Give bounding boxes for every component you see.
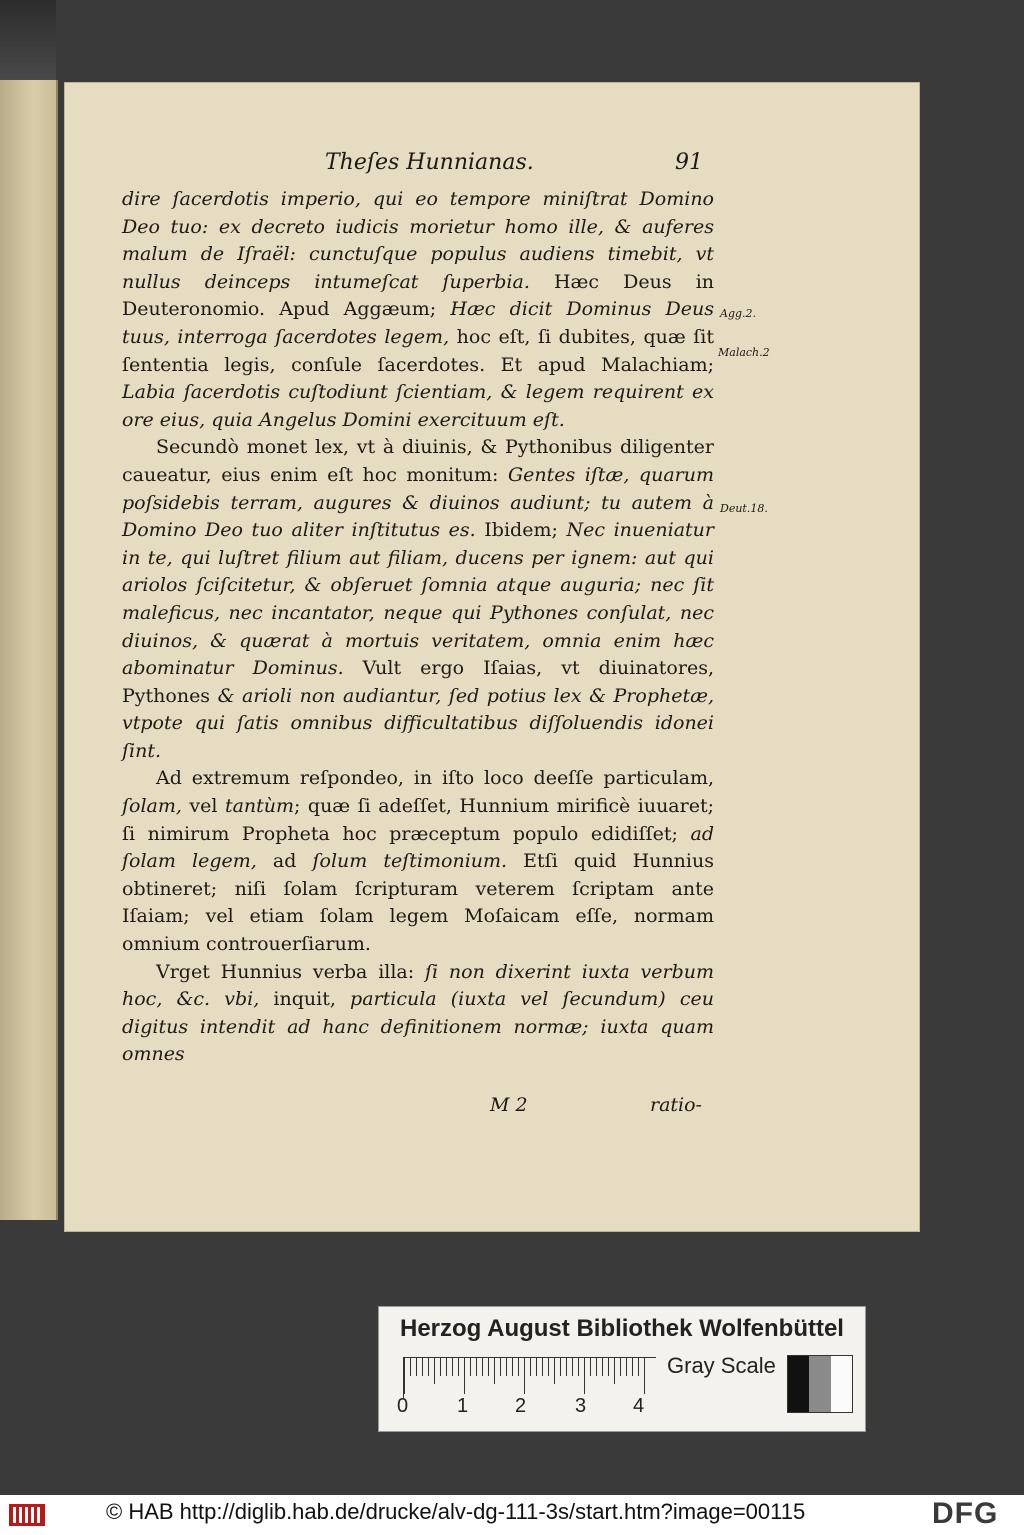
margin-note-agg: Agg.2. bbox=[720, 307, 757, 320]
italic-run: Hæc dicit Dominus Deus tuus, interroga ſacerdotes legem, bbox=[122, 298, 714, 348]
ruler-tick bbox=[638, 1358, 639, 1376]
ruler-tick bbox=[476, 1358, 477, 1376]
ruler-tick bbox=[554, 1358, 555, 1384]
paragraph bbox=[122, 765, 714, 958]
gray-scale-swatches bbox=[787, 1355, 853, 1413]
ruler-tick bbox=[584, 1358, 585, 1394]
italic-run: & arioli non audiantur, ſed potius lex & Prophetæ, vtpote qui ſatis omnibus difficultatibus diſſoluendis idonei ſint. bbox=[122, 684, 714, 762]
running-title: Theſes Hunnianas. bbox=[325, 150, 534, 175]
ruler-tick bbox=[452, 1358, 453, 1376]
ruler-tick bbox=[620, 1358, 621, 1376]
ruler-tick bbox=[608, 1358, 609, 1376]
dfg-logo: DFG bbox=[932, 1497, 999, 1530]
ruler-tick bbox=[482, 1358, 483, 1376]
ruler-tick bbox=[626, 1358, 627, 1376]
roman-run: Vult ergo Iſaias, vt diuinatores, Pythones bbox=[122, 657, 714, 707]
scale-number: 1 bbox=[457, 1395, 469, 1417]
page-number: 91 bbox=[675, 150, 703, 175]
ruler-tick bbox=[602, 1358, 603, 1376]
italic-run: particula (iuxta vel ſecundum) ceu digitus intendit ad hanc definitionem normæ; iuxta quam omnes bbox=[122, 988, 714, 1066]
roman-run: Ibidem; bbox=[475, 519, 567, 542]
roman-run: Vrget Hunnius verba illa: bbox=[156, 960, 425, 983]
italic-run: Labia ſacerdotis cuſtodiunt ſcientiam, & legem requirent ex ore eius, quia Angelus Domini exercituum eſt. bbox=[122, 381, 714, 431]
italic-run: tantùm bbox=[224, 795, 295, 818]
ruler-tick bbox=[524, 1358, 525, 1394]
roman-run: inquit, bbox=[259, 988, 351, 1011]
ruler-tick bbox=[596, 1358, 597, 1376]
ruler-tick bbox=[422, 1358, 423, 1376]
ruler-tick bbox=[470, 1358, 471, 1376]
swatch-gray bbox=[809, 1356, 830, 1412]
ruler-tick bbox=[416, 1358, 417, 1376]
catchword: ratio- bbox=[650, 1094, 702, 1116]
scale-number: 4 bbox=[633, 1395, 645, 1417]
italic-run: ſolam, bbox=[122, 795, 182, 818]
body-text bbox=[122, 186, 714, 1069]
italic-run: Gentes iſtæ, quarum poſsidebis terram, augures & diuinos audiunt; tu autem à Domino Deo tuo aliter inſtitutus es. bbox=[122, 463, 714, 542]
scale-ruler bbox=[403, 1357, 656, 1398]
margin-note-malach: Malach.2 bbox=[718, 346, 770, 359]
ruler-tick bbox=[548, 1358, 549, 1376]
roman-run: Etſi quid Hunnius obtineret; niſi ſolam ſcripturam veterem ſcriptam ante Iſaiam; vel etiam ſolam legem Moſaicam eſſe, normam omnium controuerſiarum. bbox=[122, 850, 714, 956]
ruler-tick bbox=[578, 1358, 579, 1376]
signature-mark: M 2 bbox=[490, 1094, 528, 1116]
roman-run: Ad extremum reſpondeo, in iſto loco deeſſe particulam, bbox=[156, 767, 714, 790]
roman-run: ; quæ ſi adeſſet, Hunnium mirificè iuuaret; ſi nimirum Propheta hoc præceptum populo edidiſſet; bbox=[122, 795, 714, 845]
ruler-tick bbox=[506, 1358, 507, 1376]
copyright-citation: © HAB http://diglib.hab.de/drucke/alv-dg-111-3s/start.htm?image=00115 bbox=[106, 1499, 806, 1524]
roman-run: ad bbox=[256, 850, 313, 873]
ruler-tick bbox=[410, 1358, 411, 1376]
ruler-tick bbox=[428, 1358, 429, 1376]
ruler-tick bbox=[542, 1358, 543, 1376]
ruler-tick bbox=[536, 1358, 537, 1376]
ruler-tick bbox=[500, 1358, 501, 1376]
running-head bbox=[325, 150, 725, 190]
scale-number: 0 bbox=[397, 1395, 409, 1417]
italic-run: dire ſacerdotis imperio, qui eo tempore miniſtrat Domino Deo tuo: ex decreto iudicis morietur homo ille, & auferes malum de Iſraël: cunctuſque populus audiens timebit, vt nullus deinceps intumeſcat ſuperbia. bbox=[122, 188, 714, 293]
ruler-tick bbox=[518, 1358, 519, 1376]
ruler-tick bbox=[488, 1358, 489, 1376]
italic-run: ſi non dixerint iuxta verbum hoc, &c. vbi, bbox=[122, 960, 714, 1011]
scale-numbers bbox=[397, 1395, 677, 1419]
ruler-tick bbox=[464, 1358, 465, 1394]
paragraph bbox=[122, 959, 714, 1069]
paragraph bbox=[122, 434, 714, 765]
ruler-tick bbox=[632, 1358, 633, 1376]
swatch-white bbox=[831, 1356, 852, 1412]
roman-run: Hæc Deus in Deuteronomio. Apud Aggæum; bbox=[122, 270, 715, 321]
library-name: Herzog August Bibliothek Wolfenbüttel bbox=[400, 1315, 844, 1342]
ruler-tick bbox=[644, 1358, 645, 1394]
ruler-tick bbox=[614, 1358, 615, 1384]
ruler-tick bbox=[566, 1358, 567, 1376]
scale-number: 2 bbox=[515, 1395, 527, 1417]
ruler-tick bbox=[434, 1358, 435, 1384]
ruler-tick bbox=[560, 1358, 561, 1376]
italic-run: ad ſolam legem, bbox=[122, 822, 714, 873]
roman-run: Secundò monet lex, vt à diuinis, & Pythonibus diligenter caueatur, eius enim eſt hoc monitum: bbox=[122, 436, 714, 486]
ruler-tick bbox=[590, 1358, 591, 1376]
previous-page-edge bbox=[0, 80, 58, 1220]
scan-background-top bbox=[0, 0, 56, 82]
catchline bbox=[490, 1094, 720, 1120]
margin-note-deut: Deut.18. bbox=[720, 502, 768, 515]
scale-number: 3 bbox=[575, 1395, 587, 1417]
italic-run: ſolum teſtimonium. bbox=[312, 850, 508, 873]
italic-run: Nec inueniatur in te, qui luſtret filium aut filiam, ducens per ignem: aut qui ariolos ſciſcitetur, & obſeruet ſomnia atque auguria; nec ſit maleficus, nec incantator, neque qui Pythones conſulat, nec diuinos, & quærat à mortuis veritatem, omnia enim hæc abominatur Dominus. bbox=[122, 519, 714, 680]
library-label bbox=[378, 1306, 866, 1432]
ruler-tick bbox=[512, 1358, 513, 1376]
ruler-tick bbox=[530, 1358, 531, 1376]
ruler-tick bbox=[404, 1358, 405, 1394]
ruler-tick bbox=[572, 1358, 573, 1376]
hab-logo-icon bbox=[8, 1502, 46, 1528]
footer-bar bbox=[0, 1495, 1024, 1535]
paragraph bbox=[122, 186, 714, 434]
gray-scale-label: Gray Scale bbox=[667, 1353, 776, 1378]
ruler-tick bbox=[446, 1358, 447, 1376]
ruler-tick bbox=[440, 1358, 441, 1376]
ruler-tick bbox=[458, 1358, 459, 1376]
roman-run: vel bbox=[181, 795, 225, 818]
ruler-tick bbox=[494, 1358, 495, 1384]
swatch-black bbox=[788, 1356, 809, 1412]
roman-run: hoc eſt, ſi dubites, quæ ſit ſententia legis, conſule ſacerdotes. Et apud Malachiam; bbox=[122, 325, 714, 376]
